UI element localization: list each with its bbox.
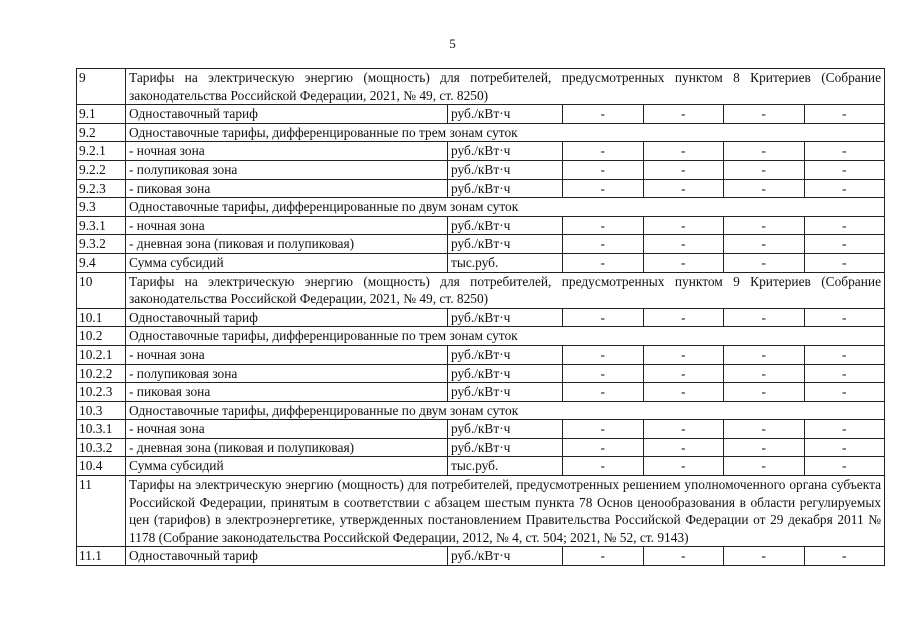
value-cell: - [563, 457, 644, 476]
section-title: Тарифы на электрическую энергию (мощность) для потребителей, предусмотренных пунктом 9 Критериев (Собрание законодательства Российской Федерации, 2021, № 49, ст. 8250) [126, 272, 885, 308]
row-number: 9.2.1 [77, 142, 126, 161]
row-unit: руб./кВт·ч [448, 179, 563, 198]
row-name: - ночная зона [126, 345, 448, 364]
row-number: 10 [77, 272, 126, 308]
subsection-row [77, 123, 885, 142]
value-cell: - [804, 364, 885, 383]
value-cell: - [804, 216, 885, 235]
row-unit: руб./кВт·ч [448, 142, 563, 161]
row-number: 10.3.1 [77, 420, 126, 439]
value-cell: - [804, 179, 885, 198]
value-cell: - [643, 235, 724, 254]
subsection-title: Одноставочные тарифы, дифференцированные по двум зонам суток [126, 198, 885, 217]
row-number: 11.1 [77, 547, 126, 566]
value-cell: - [563, 142, 644, 161]
row-number: 11 [77, 476, 126, 547]
table-row [77, 160, 885, 179]
value-cell: - [724, 235, 805, 254]
row-number: 9.4 [77, 253, 126, 272]
section-header-row [77, 69, 885, 105]
table-row [77, 253, 885, 272]
table-row [77, 438, 885, 457]
value-cell: - [724, 364, 805, 383]
row-name: - пиковая зона [126, 383, 448, 402]
value-cell: - [563, 345, 644, 364]
value-cell: - [643, 216, 724, 235]
row-name: Одноставочный тариф [126, 547, 448, 566]
row-number: 10.3.2 [77, 438, 126, 457]
value-cell: - [563, 383, 644, 402]
row-number: 9.3.1 [77, 216, 126, 235]
row-number: 10.2.1 [77, 345, 126, 364]
row-name: Одноставочный тариф [126, 105, 448, 124]
table-row [77, 179, 885, 198]
row-unit: руб./кВт·ч [448, 345, 563, 364]
row-unit: руб./кВт·ч [448, 420, 563, 439]
row-name: Сумма субсидий [126, 457, 448, 476]
value-cell: - [643, 547, 724, 566]
value-cell: - [804, 160, 885, 179]
row-name: - пиковая зона [126, 179, 448, 198]
value-cell: - [643, 345, 724, 364]
table-row [77, 345, 885, 364]
tariff-table-body [77, 69, 885, 566]
value-cell: - [724, 438, 805, 457]
row-number: 9.2.3 [77, 179, 126, 198]
row-name: - дневная зона (пиковая и полупиковая) [126, 438, 448, 457]
value-cell: - [563, 438, 644, 457]
value-cell: - [724, 345, 805, 364]
row-number: 10.2.3 [77, 383, 126, 402]
value-cell: - [643, 364, 724, 383]
value-cell: - [804, 308, 885, 327]
table-row [77, 308, 885, 327]
value-cell: - [804, 547, 885, 566]
value-cell: - [724, 142, 805, 161]
value-cell: - [804, 235, 885, 254]
table-row [77, 547, 885, 566]
value-cell: - [724, 308, 805, 327]
table-row [77, 420, 885, 439]
value-cell: - [724, 105, 805, 124]
value-cell: - [804, 345, 885, 364]
section-header-row [77, 476, 885, 547]
value-cell: - [563, 420, 644, 439]
value-cell: - [643, 308, 724, 327]
row-number: 10.2.2 [77, 364, 126, 383]
row-number: 10.4 [77, 457, 126, 476]
subsection-title: Одноставочные тарифы, дифференцированные по трем зонам суток [126, 327, 885, 346]
value-cell: - [804, 383, 885, 402]
value-cell: - [724, 216, 805, 235]
row-unit: руб./кВт·ч [448, 105, 563, 124]
value-cell: - [724, 253, 805, 272]
value-cell: - [643, 457, 724, 476]
row-name: Сумма субсидий [126, 253, 448, 272]
row-name: - ночная зона [126, 142, 448, 161]
tariff-table [76, 68, 885, 566]
value-cell: - [643, 105, 724, 124]
value-cell: - [724, 179, 805, 198]
section-title: Тарифы на электрическую энергию (мощность) для потребителей, предусмотренных решением уполномоченного органа субъекта Российской Федерации, принятым в соответствии с абзацем шестым пункта 78 Основ ценообразования в области регулируемых цен (тарифов) в электроэнергетике, утвержденных постановлением Правительства Российской Федерации от 29 декабря 2011 № 1178 (Собрание законодательства Российской Федерации, 2012, № 4, ст. 504; 2021, № 52, ст. 9143) [126, 476, 885, 547]
value-cell: - [563, 364, 644, 383]
subsection-title: Одноставочные тарифы, дифференцированные по трем зонам суток [126, 123, 885, 142]
value-cell: - [563, 547, 644, 566]
value-cell: - [563, 308, 644, 327]
value-cell: - [643, 383, 724, 402]
row-unit: руб./кВт·ч [448, 160, 563, 179]
subsection-row [77, 327, 885, 346]
row-number: 10.1 [77, 308, 126, 327]
value-cell: - [724, 160, 805, 179]
row-name: - полупиковая зона [126, 364, 448, 383]
row-name: Одноставочный тариф [126, 308, 448, 327]
value-cell: - [804, 457, 885, 476]
value-cell: - [643, 420, 724, 439]
value-cell: - [804, 438, 885, 457]
row-unit: руб./кВт·ч [448, 438, 563, 457]
subsection-row [77, 198, 885, 217]
row-number: 9 [77, 69, 126, 105]
value-cell: - [563, 105, 644, 124]
value-cell: - [724, 383, 805, 402]
row-number: 9.3 [77, 198, 126, 217]
value-cell: - [804, 142, 885, 161]
value-cell: - [563, 235, 644, 254]
page-number: 5 [449, 36, 456, 51]
value-cell: - [563, 253, 644, 272]
table-row [77, 383, 885, 402]
value-cell: - [563, 160, 644, 179]
row-name: - ночная зона [126, 216, 448, 235]
row-number: 10.3 [77, 401, 126, 420]
row-unit: руб./кВт·ч [448, 547, 563, 566]
value-cell: - [643, 438, 724, 457]
row-number: 9.3.2 [77, 235, 126, 254]
section-title: Тарифы на электрическую энергию (мощность) для потребителей, предусмотренных пунктом 8 Критериев (Собрание законодательства Российской Федерации, 2021, № 49, ст. 8250) [126, 69, 885, 105]
value-cell: - [804, 105, 885, 124]
row-unit: руб./кВт·ч [448, 216, 563, 235]
value-cell: - [804, 420, 885, 439]
table-row [77, 364, 885, 383]
table-row [77, 457, 885, 476]
subsection-row [77, 401, 885, 420]
row-unit: руб./кВт·ч [448, 364, 563, 383]
value-cell: - [724, 457, 805, 476]
value-cell: - [724, 420, 805, 439]
table-row [77, 235, 885, 254]
row-number: 9.2 [77, 123, 126, 142]
value-cell: - [804, 253, 885, 272]
value-cell: - [643, 179, 724, 198]
row-unit: тыс.руб. [448, 457, 563, 476]
row-name: - дневная зона (пиковая и полупиковая) [126, 235, 448, 254]
table-row [77, 142, 885, 161]
row-name: - ночная зона [126, 420, 448, 439]
subsection-title: Одноставочные тарифы, дифференцированные по двум зонам суток [126, 401, 885, 420]
value-cell: - [563, 179, 644, 198]
row-number: 10.2 [77, 327, 126, 346]
row-unit: руб./кВт·ч [448, 308, 563, 327]
row-name: - полупиковая зона [126, 160, 448, 179]
row-unit: руб./кВт·ч [448, 383, 563, 402]
value-cell: - [643, 253, 724, 272]
table-row [77, 105, 885, 124]
row-unit: руб./кВт·ч [448, 235, 563, 254]
value-cell: - [643, 142, 724, 161]
row-unit: тыс.руб. [448, 253, 563, 272]
value-cell: - [563, 216, 644, 235]
value-cell: - [724, 547, 805, 566]
row-number: 9.2.2 [77, 160, 126, 179]
value-cell: - [643, 160, 724, 179]
row-number: 9.1 [77, 105, 126, 124]
table-row [77, 216, 885, 235]
section-header-row [77, 272, 885, 308]
